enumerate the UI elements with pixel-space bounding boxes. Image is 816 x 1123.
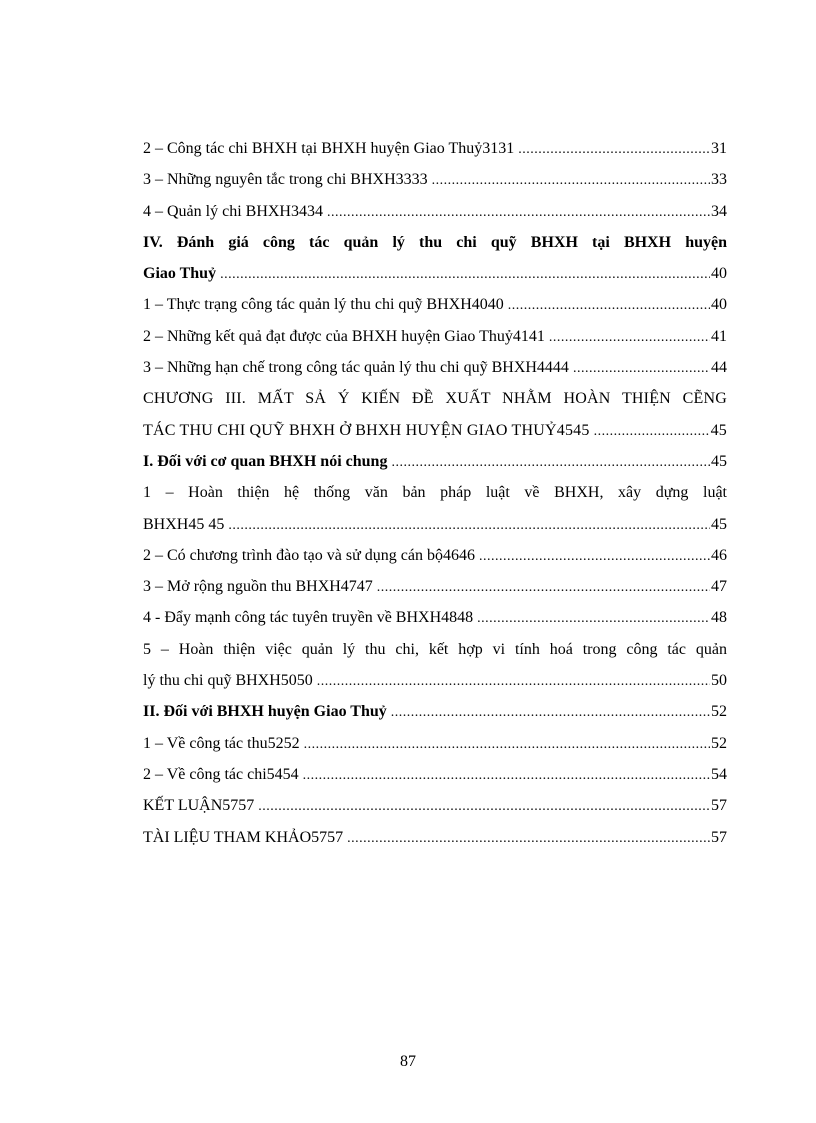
toc-entry-label: KẾT LUẬN5757 — [143, 797, 255, 815]
toc-entry-page: 40 — [711, 296, 727, 314]
toc-entry[interactable] — [143, 665, 727, 696]
dot-leader — [479, 541, 710, 571]
toc-entry-page: 52 — [711, 703, 727, 721]
toc-entry[interactable] — [143, 133, 727, 164]
toc-entry-page: 45 — [710, 421, 727, 439]
toc-entry[interactable] — [143, 352, 727, 383]
toc-entry-page: 45 — [711, 452, 727, 470]
toc-entry-label: 4 – Quản lý chi BHXH3434 — [143, 202, 323, 220]
toc-entry-page: 33 — [711, 171, 727, 189]
toc-entry[interactable] — [143, 446, 727, 477]
toc-entry-label: 3 – Mở rộng nguồn thu BHXH4747 — [143, 578, 373, 596]
toc-entry[interactable] — [143, 822, 727, 853]
toc-entry-label: II. Đối với BHXH huyện Giao Thuỷ — [143, 703, 387, 721]
toc-entry[interactable] — [143, 759, 727, 790]
toc-entry-page: 52 — [711, 734, 727, 752]
toc-entry-page: 57 — [711, 797, 727, 815]
dot-leader — [594, 416, 710, 446]
toc-entry-page: 40 — [711, 265, 727, 283]
dot-leader — [518, 134, 710, 164]
toc-entry-page: 44 — [711, 359, 727, 377]
toc-entry-page: 34 — [711, 202, 727, 220]
toc-entry[interactable] — [143, 728, 727, 759]
dot-leader — [432, 165, 710, 195]
toc-entry[interactable] — [143, 509, 727, 540]
toc-entry-label: TÀI LIỆU THAM KHẢO5757 — [143, 828, 344, 846]
dot-leader — [317, 666, 710, 696]
toc-entry-line1[interactable]: 1 – Hoàn thiện hệ thống văn bản pháp luật về BHXH, xây dựng luật — [143, 484, 727, 502]
toc-entry-label: Giao Thuỷ — [143, 265, 217, 283]
toc-entry-label: BHXH45 45 — [143, 515, 225, 533]
dot-leader — [391, 447, 710, 477]
toc-entry-page: 45 — [711, 515, 727, 533]
toc-entry[interactable] — [143, 602, 727, 633]
dot-leader — [220, 259, 710, 289]
toc-entry-label: 2 – Những kết quả đạt được của BHXH huyện Giao Thuỷ4141 — [143, 327, 545, 345]
toc-entry[interactable] — [143, 196, 727, 227]
toc-entry-page: 41 — [711, 327, 727, 345]
toc-entry[interactable] — [143, 790, 727, 821]
toc-entry-label: 2 – Về công tác chi5454 — [143, 765, 299, 783]
toc-entry-label: TÁC THU CHI QUỸ BHXH Ở BHXH HUYỆN GIAO THUỶ4545 — [143, 421, 590, 439]
toc-entry[interactable] — [143, 321, 727, 352]
dot-leader — [573, 353, 710, 383]
toc-entry-line1[interactable]: 5 – Hoàn thiện việc quản lý thu chi, kết hợp vi tính hoá trong công tác quản — [143, 640, 727, 658]
toc-entry-label: 3 – Những hạn chế trong công tác quản lý thu chi quỹ BHXH4444 — [143, 359, 569, 377]
dot-leader — [391, 697, 710, 727]
toc-entry[interactable] — [143, 289, 727, 320]
dot-leader — [303, 760, 710, 790]
toc-entry[interactable] — [143, 696, 727, 727]
dot-leader — [347, 823, 710, 853]
toc-entry-page: 47 — [711, 578, 727, 596]
toc-entry-label: 1 – Về công tác thu5252 — [143, 734, 300, 752]
toc-entry[interactable] — [143, 540, 727, 571]
toc-entry-label: I. Đối với cơ quan BHXH nói chung — [143, 452, 388, 470]
toc-entry-chapter-line1[interactable]: CHƯƠNG III. MẤT SẢ Ý KIẾN ĐỀ XUẤT NHẰM HOÀN THIỆN CẼNG — [143, 390, 727, 408]
toc-entry-label: 1 – Thực trạng công tác quản lý thu chi quỹ BHXH4040 — [143, 296, 504, 314]
dot-leader — [508, 290, 710, 320]
toc-entry[interactable] — [143, 415, 727, 446]
dot-leader — [549, 322, 710, 352]
dot-leader — [258, 791, 710, 821]
dot-leader — [477, 603, 710, 633]
dot-leader — [304, 729, 710, 759]
toc-entry[interactable] — [143, 258, 727, 289]
toc-entry-page: 31 — [711, 140, 727, 157]
toc-entry-page: 46 — [711, 546, 727, 564]
toc-entry-label: 2 – Có chương trình đào tạo và sử dụng cán bộ4646 — [143, 546, 475, 564]
toc-entry-page: 48 — [711, 609, 727, 627]
dot-leader — [377, 572, 710, 602]
toc-entry[interactable] — [143, 571, 727, 602]
toc-entry-label: 4 - Đẩy mạnh công tác tuyên truyền về BHXH4848 — [143, 609, 474, 627]
dot-leader — [327, 197, 710, 227]
toc-entry-label: 3 – Những nguyên tắc trong chi BHXH3333 — [143, 171, 428, 189]
dot-leader — [228, 510, 710, 540]
page-number: 87 — [400, 1053, 416, 1070]
toc-entry-page: 54 — [711, 765, 727, 783]
toc-entry-page: 57 — [711, 828, 727, 846]
toc-entry-label: lý thu chi quỹ BHXH5050 — [143, 672, 313, 690]
toc-entry[interactable] — [143, 164, 727, 195]
toc-entry-heading-line1[interactable]: IV. Đánh giá công tác quản lý thu chi quỹ BHXH tại BHXH huyện — [143, 233, 727, 251]
toc-entry-label: 2 – Công tác chi BHXH tại BHXH huyện Giao Thuỷ3131 — [143, 140, 515, 157]
table-of-contents — [143, 133, 727, 853]
toc-entry-page: 50 — [711, 672, 727, 690]
